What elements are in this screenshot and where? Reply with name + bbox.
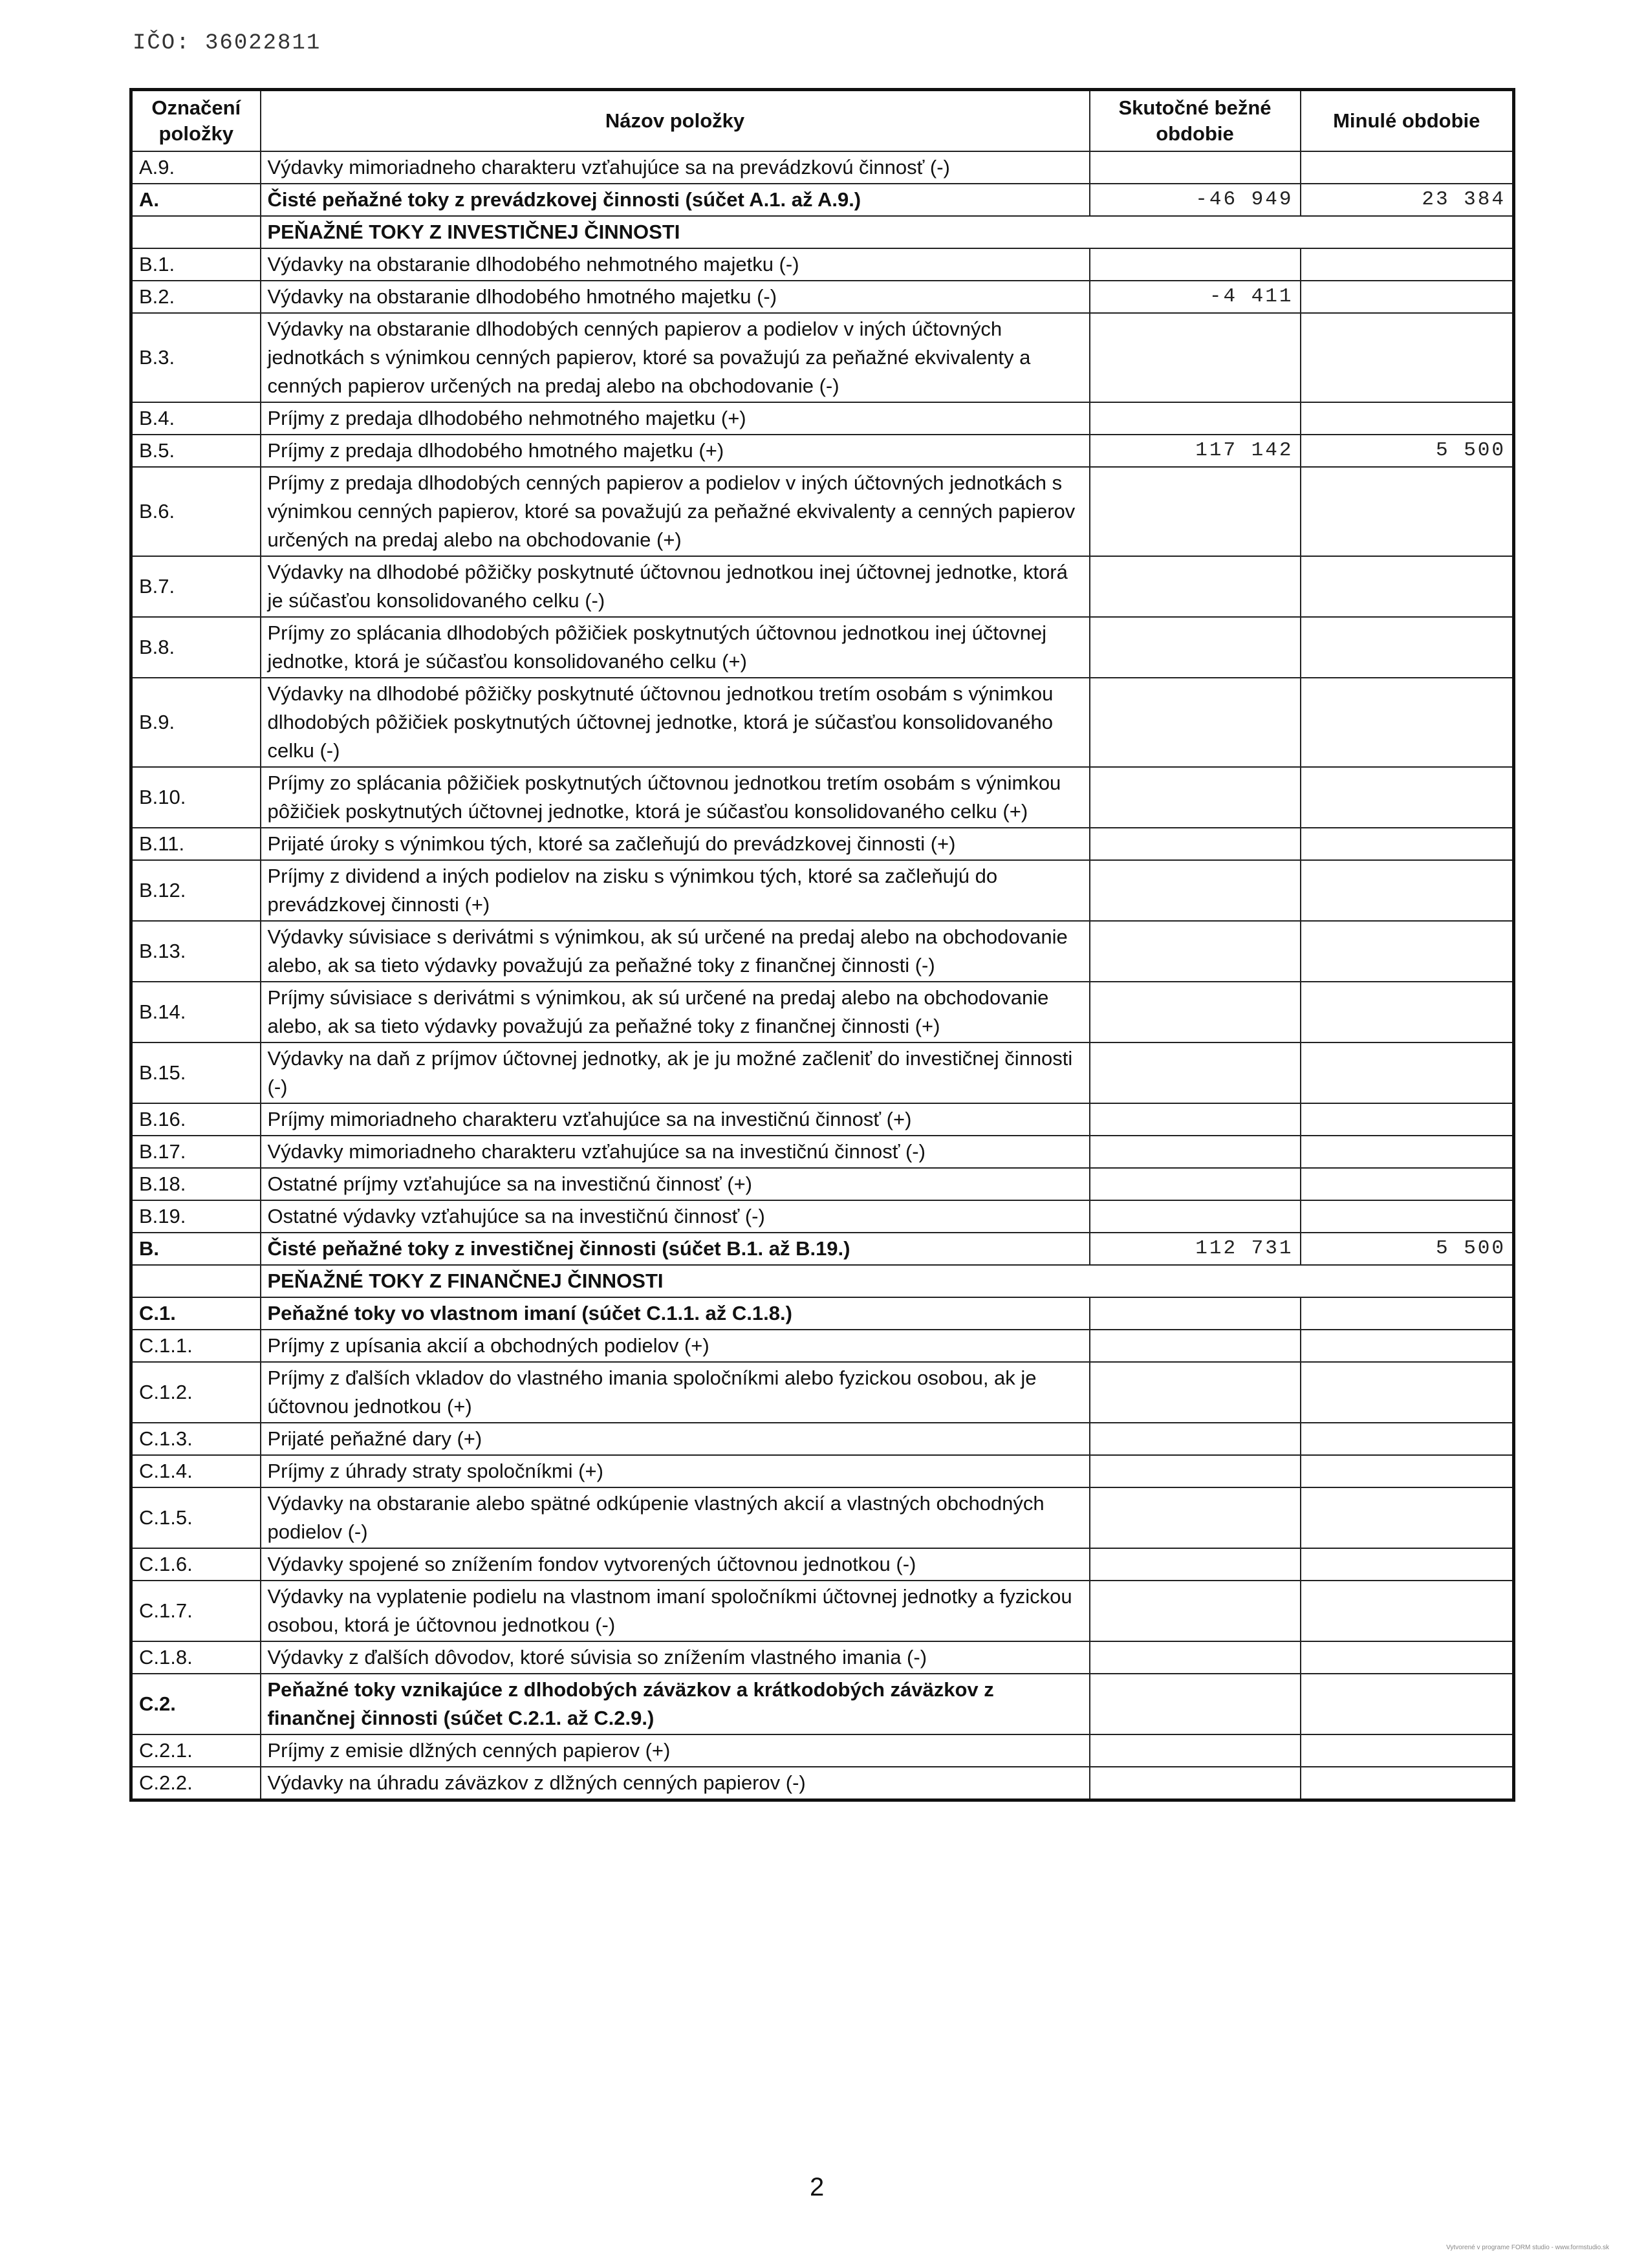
- row-previous-value: [1301, 1423, 1514, 1455]
- row-code: [131, 216, 261, 248]
- row-name: Výdavky na obstaranie dlhodobého nehmotného majetku (-): [261, 248, 1090, 281]
- row-code: B.5.: [131, 435, 261, 467]
- row-code: C.2.: [131, 1674, 261, 1734]
- row-current-value: [1090, 1136, 1301, 1168]
- table-row: [131, 1641, 1514, 1674]
- row-name: Výdavky na vyplatenie podielu na vlastnom imaní spoločníkmi účtovnej jednotky a fyzickou osobou, ktorá je účtovnou jednotkou (-): [261, 1581, 1090, 1641]
- table-row: [131, 860, 1514, 921]
- table-row: [131, 1734, 1514, 1767]
- row-code: B.15.: [131, 1042, 261, 1103]
- table-row: [131, 556, 1514, 617]
- section-title: PEŇAŽNÉ TOKY Z FINANČNEJ ČINNOSTI: [261, 1265, 1514, 1297]
- row-code: B.4.: [131, 402, 261, 435]
- row-name: Výdavky súvisiace s derivátmi s výnimkou, ak sú určené na predaj alebo na obchodovanie alebo, ak sa tieto výdavky považujú za peňažné toky z finančnej činnosti (-): [261, 921, 1090, 982]
- col-header-current: Skutočné bežné obdobie: [1090, 90, 1301, 152]
- table-row: [131, 1674, 1514, 1734]
- row-current-value: -4 411: [1090, 281, 1301, 313]
- row-previous-value: 5 500: [1301, 1233, 1514, 1265]
- row-current-value: [1090, 1674, 1301, 1734]
- row-code: B.10.: [131, 767, 261, 828]
- row-current-value: [1090, 678, 1301, 767]
- row-name: Ostatné výdavky vzťahujúce sa na investičnú činnosť (-): [261, 1200, 1090, 1233]
- row-code: B.2.: [131, 281, 261, 313]
- row-name: Príjmy zo splácania pôžičiek poskytnutých účtovnou jednotkou tretím osobám s výnimkou pôžičiek poskytnutých účtovnej jednotke, ktorá je súčasťou konsolidovaného celku (+): [261, 767, 1090, 828]
- table-row: [131, 248, 1514, 281]
- row-previous-value: [1301, 248, 1514, 281]
- row-code: C.1.8.: [131, 1641, 261, 1674]
- row-code: B.14.: [131, 982, 261, 1042]
- row-name: Výdavky na daň z príjmov účtovnej jednotky, ak je ju možné začleniť do investičnej činnosti (-): [261, 1042, 1090, 1103]
- row-code: B.7.: [131, 556, 261, 617]
- col-header-code: Označení položky: [131, 90, 261, 152]
- row-name: Čisté peňažné toky z investičnej činnosti (súčet B.1. až B.19.): [261, 1233, 1090, 1265]
- row-previous-value: [1301, 151, 1514, 184]
- row-previous-value: [1301, 1487, 1514, 1548]
- table-row: [131, 1548, 1514, 1581]
- table-row: [131, 1103, 1514, 1136]
- table-row: [131, 1423, 1514, 1455]
- section-header-row: [131, 1265, 1514, 1297]
- row-current-value: [1090, 828, 1301, 860]
- row-name: Príjmy z emisie dlžných cenných papierov (+): [261, 1734, 1090, 1767]
- table-row: [131, 1362, 1514, 1423]
- row-code: C.1.7.: [131, 1581, 261, 1641]
- table-row: [131, 1330, 1514, 1362]
- row-name: Výdavky na dlhodobé pôžičky poskytnuté účtovnou jednotkou inej účtovnej jednotke, ktorá je súčasťou konsolidovaného celku (-): [261, 556, 1090, 617]
- row-current-value: [1090, 1330, 1301, 1362]
- row-current-value: [1090, 617, 1301, 678]
- row-code: B.1.: [131, 248, 261, 281]
- table-row: [131, 281, 1514, 313]
- row-code: C.1.1.: [131, 1330, 261, 1362]
- row-current-value: [1090, 921, 1301, 982]
- row-code: B.8.: [131, 617, 261, 678]
- row-previous-value: [1301, 617, 1514, 678]
- row-current-value: [1090, 1423, 1301, 1455]
- row-previous-value: [1301, 281, 1514, 313]
- col-header-previous: Minulé obdobie: [1301, 90, 1514, 152]
- row-code: C.2.2.: [131, 1767, 261, 1800]
- row-previous-value: [1301, 556, 1514, 617]
- row-name: Výdavky na obstaranie dlhodobých cenných papierov a podielov v iných účtovných jednotkách s výnimkou cenných papierov, ktoré sa považujú za peňažné ekvivalenty a cenných papierov určených na predaj alebo na obchodovanie (-): [261, 313, 1090, 402]
- row-code: C.1.6.: [131, 1548, 261, 1581]
- table-row: [131, 184, 1514, 216]
- row-current-value: [1090, 1042, 1301, 1103]
- row-previous-value: [1301, 767, 1514, 828]
- row-code: B.18.: [131, 1168, 261, 1200]
- row-previous-value: [1301, 982, 1514, 1042]
- row-name: Príjmy mimoriadneho charakteru vzťahujúce sa na investičnú činnosť (+): [261, 1103, 1090, 1136]
- row-code: C.2.1.: [131, 1734, 261, 1767]
- row-name: Výdavky na obstaranie alebo spätné odkúpenie vlastných akcií a vlastných obchodných podielov (-): [261, 1487, 1090, 1548]
- row-name: Príjmy z úhrady straty spoločníkmi (+): [261, 1455, 1090, 1487]
- row-code: B.17.: [131, 1136, 261, 1168]
- table-row: [131, 1042, 1514, 1103]
- table-row: [131, 1767, 1514, 1800]
- row-current-value: [1090, 982, 1301, 1042]
- row-previous-value: [1301, 1674, 1514, 1734]
- row-current-value: [1090, 402, 1301, 435]
- row-code: B.11.: [131, 828, 261, 860]
- row-previous-value: [1301, 1297, 1514, 1330]
- table-row: [131, 982, 1514, 1042]
- table-row: [131, 1487, 1514, 1548]
- row-code: B.9.: [131, 678, 261, 767]
- row-current-value: [1090, 1103, 1301, 1136]
- row-name: Prijaté peňažné dary (+): [261, 1423, 1090, 1455]
- row-previous-value: [1301, 1362, 1514, 1423]
- table-row: [131, 1297, 1514, 1330]
- row-name: Čisté peňažné toky z prevádzkovej činnosti (súčet A.1. až A.9.): [261, 184, 1090, 216]
- table-row: [131, 1455, 1514, 1487]
- row-name: Výdavky z ďalších dôvodov, ktoré súvisia so znížením vlastného imania (-): [261, 1641, 1090, 1674]
- row-name: Peňažné toky vo vlastnom imaní (súčet C.1.1. až C.1.8.): [261, 1297, 1090, 1330]
- row-name: Príjmy zo splácania dlhodobých pôžičiek poskytnutých účtovnou jednotkou inej účtovnej jednotke, ktorá je súčasťou konsolidovaného celku (+): [261, 617, 1090, 678]
- row-current-value: [1090, 248, 1301, 281]
- row-previous-value: 5 500: [1301, 435, 1514, 467]
- row-current-value: [1090, 1455, 1301, 1487]
- row-current-value: -46 949: [1090, 184, 1301, 216]
- row-name: Príjmy z dividend a iných podielov na zisku s výnimkou tých, ktoré sa začleňujú do prevádzkovej činnosti (+): [261, 860, 1090, 921]
- row-name: Výdavky na obstaranie dlhodobého hmotného majetku (-): [261, 281, 1090, 313]
- row-name: Príjmy súvisiace s derivátmi s výnimkou, ak sú určené na predaj alebo na obchodovanie alebo, ak sa tieto výdavky považujú za peňažné toky z finančnej činnosti (+): [261, 982, 1090, 1042]
- cash-flow-table: [129, 88, 1515, 1802]
- row-name: Prijaté úroky s výnimkou tých, ktoré sa začleňujú do prevádzkovej činnosti (+): [261, 828, 1090, 860]
- row-current-value: [1090, 860, 1301, 921]
- row-current-value: [1090, 1362, 1301, 1423]
- row-previous-value: [1301, 1767, 1514, 1800]
- row-code: C.1.5.: [131, 1487, 261, 1548]
- section-title: PEŇAŽNÉ TOKY Z INVESTIČNEJ ČINNOSTI: [261, 216, 1514, 248]
- row-name: Príjmy z predaja dlhodobého hmotného majetku (+): [261, 435, 1090, 467]
- row-current-value: 112 731: [1090, 1233, 1301, 1265]
- table-row: [131, 921, 1514, 982]
- row-previous-value: [1301, 1734, 1514, 1767]
- row-current-value: 117 142: [1090, 435, 1301, 467]
- row-name: Peňažné toky vznikajúce z dlhodobých záväzkov a krátkodobých záväzkov z finančnej činnosti (súčet C.2.1. až C.2.9.): [261, 1674, 1090, 1734]
- row-previous-value: [1301, 860, 1514, 921]
- row-code: B.3.: [131, 313, 261, 402]
- ico-label: IČO: 36022811: [133, 31, 321, 56]
- row-code: C.1.2.: [131, 1362, 261, 1423]
- row-current-value: [1090, 1641, 1301, 1674]
- row-previous-value: [1301, 313, 1514, 402]
- row-current-value: [1090, 151, 1301, 184]
- row-code: B.19.: [131, 1200, 261, 1233]
- row-previous-value: [1301, 1200, 1514, 1233]
- table-row: [131, 402, 1514, 435]
- row-previous-value: [1301, 921, 1514, 982]
- row-name: Príjmy z predaja dlhodobého nehmotného majetku (+): [261, 402, 1090, 435]
- row-previous-value: [1301, 1581, 1514, 1641]
- row-current-value: [1090, 556, 1301, 617]
- row-name: Príjmy z upísania akcií a obchodných podielov (+): [261, 1330, 1090, 1362]
- row-code: B.6.: [131, 467, 261, 556]
- row-name: Výdavky mimoriadneho charakteru vzťahujúce sa na prevádzkovú činnosť (-): [261, 151, 1090, 184]
- row-code: A.9.: [131, 151, 261, 184]
- row-code: C.1.3.: [131, 1423, 261, 1455]
- table-row: [131, 1581, 1514, 1641]
- row-current-value: [1090, 1297, 1301, 1330]
- table-row: [131, 828, 1514, 860]
- row-name: Príjmy z ďalších vkladov do vlastného imania spoločníkmi alebo fyzickou osobou, ak je účtovnou jednotkou (+): [261, 1362, 1090, 1423]
- row-previous-value: [1301, 1103, 1514, 1136]
- row-previous-value: [1301, 1330, 1514, 1362]
- row-name: Ostatné príjmy vzťahujúce sa na investičnú činnosť (+): [261, 1168, 1090, 1200]
- row-current-value: [1090, 767, 1301, 828]
- row-name: Výdavky spojené so znížením fondov vytvorených účtovnou jednotkou (-): [261, 1548, 1090, 1581]
- table-row: [131, 1233, 1514, 1265]
- row-previous-value: [1301, 467, 1514, 556]
- footer-note: Vytvorené v programe FORM studio - www.formstudio.sk: [1446, 2244, 1609, 2251]
- table-row: [131, 617, 1514, 678]
- row-previous-value: [1301, 402, 1514, 435]
- row-code: B.12.: [131, 860, 261, 921]
- col-header-name: Názov položky: [261, 90, 1090, 152]
- row-previous-value: [1301, 1641, 1514, 1674]
- row-name: Výdavky na úhradu záväzkov z dlžných cenných papierov (-): [261, 1767, 1090, 1800]
- table-row: [131, 767, 1514, 828]
- table-row: [131, 467, 1514, 556]
- row-name: Príjmy z predaja dlhodobých cenných papierov a podielov v iných účtovných jednotkách s výnimkou cenných papierov, ktoré sa považujú za peňažné ekvivalenty a cenných papierov určených na predaj alebo na obchodovanie (+): [261, 467, 1090, 556]
- row-previous-value: [1301, 1548, 1514, 1581]
- row-code: C.1.4.: [131, 1455, 261, 1487]
- table-row: [131, 1136, 1514, 1168]
- row-previous-value: [1301, 1455, 1514, 1487]
- table-row: [131, 1168, 1514, 1200]
- row-code: [131, 1265, 261, 1297]
- row-previous-value: [1301, 1168, 1514, 1200]
- row-current-value: [1090, 1581, 1301, 1641]
- row-name: Výdavky mimoriadneho charakteru vzťahujúce sa na investičnú činnosť (-): [261, 1136, 1090, 1168]
- row-previous-value: 23 384: [1301, 184, 1514, 216]
- table-header-row: [131, 90, 1514, 152]
- table-row: [131, 151, 1514, 184]
- table-row: [131, 678, 1514, 767]
- row-current-value: [1090, 467, 1301, 556]
- table-row: [131, 1200, 1514, 1233]
- row-current-value: [1090, 1548, 1301, 1581]
- row-previous-value: [1301, 678, 1514, 767]
- row-code: B.13.: [131, 921, 261, 982]
- row-current-value: [1090, 1734, 1301, 1767]
- row-code: C.1.: [131, 1297, 261, 1330]
- row-current-value: [1090, 1487, 1301, 1548]
- table-row: [131, 435, 1514, 467]
- page-number: 2: [810, 2173, 825, 2201]
- table-row: [131, 313, 1514, 402]
- row-code: B.: [131, 1233, 261, 1265]
- row-current-value: [1090, 313, 1301, 402]
- row-current-value: [1090, 1200, 1301, 1233]
- row-previous-value: [1301, 1136, 1514, 1168]
- row-name: Výdavky na dlhodobé pôžičky poskytnuté účtovnou jednotkou tretím osobám s výnimkou dlhodobých pôžičiek poskytnutých účtovnej jednotke, ktorá je súčasťou konsolidovaného celku (-): [261, 678, 1090, 767]
- row-current-value: [1090, 1168, 1301, 1200]
- row-current-value: [1090, 1767, 1301, 1800]
- section-header-row: [131, 216, 1514, 248]
- row-code: B.16.: [131, 1103, 261, 1136]
- row-previous-value: [1301, 828, 1514, 860]
- row-previous-value: [1301, 1042, 1514, 1103]
- row-code: A.: [131, 184, 261, 216]
